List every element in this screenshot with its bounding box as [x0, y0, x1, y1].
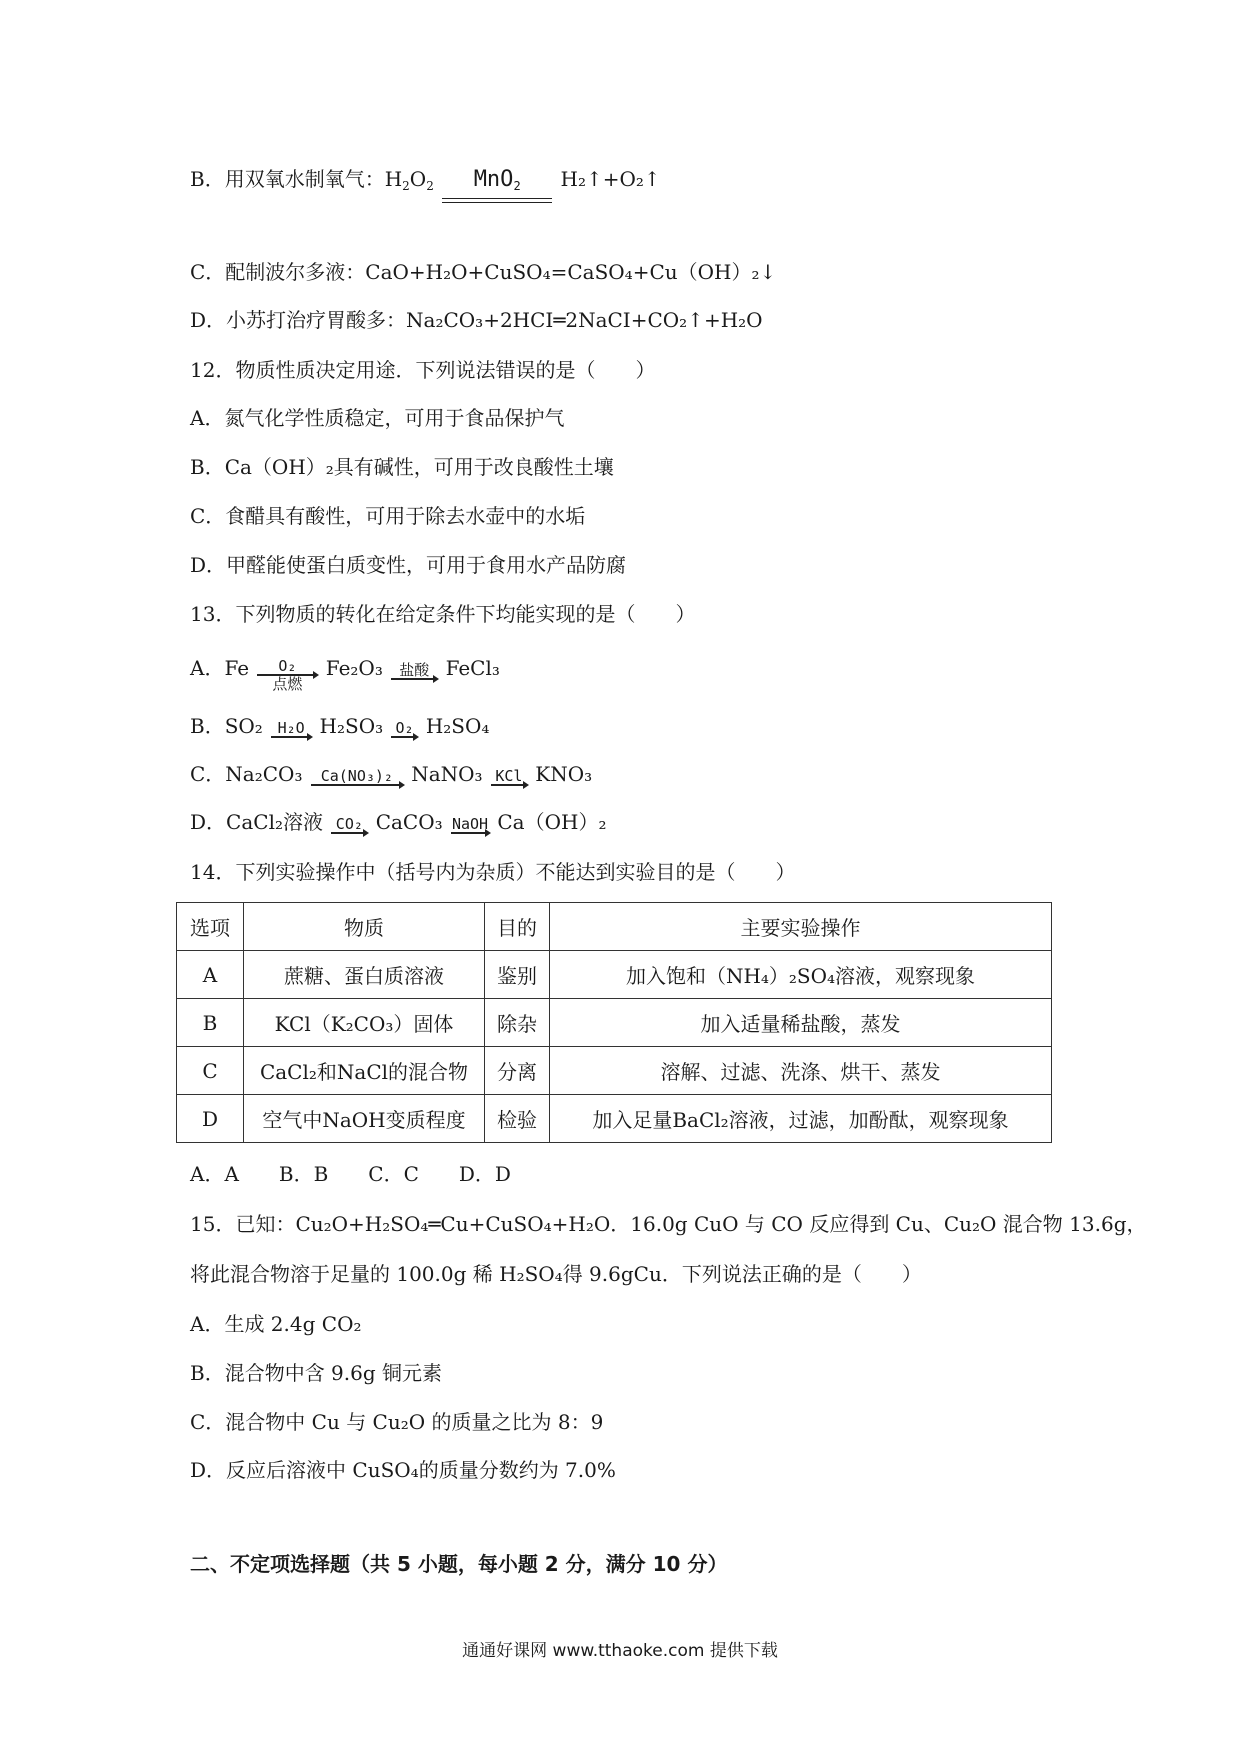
table-header-row — [177, 903, 1052, 951]
q13-option-c: C．Na₂CO₃ Ca(NO₃)₂ NaNO₃ KCl KNO₃ — [190, 762, 593, 786]
reaction-arrow: Ca(NO₃)₂ — [311, 768, 403, 786]
table-header: 主要实验操作 — [550, 903, 1052, 951]
table-header: 目的 — [485, 903, 550, 951]
reaction-arrow: O₂ — [391, 720, 417, 738]
q13-option-b: B．SO₂ H₂O H₂SO₃ O₂ H₂SO₄ — [190, 714, 490, 738]
q14-stem: 14．下列实验操作中（括号内为杂质）不能达到实验目的是（ ） — [190, 860, 796, 884]
table-row — [177, 1047, 1052, 1095]
q13-option-a: A．Fe O₂ 点燃 Fe₂O₃ 盐酸 FeCl₃ — [190, 656, 500, 693]
q12-option-d: D．甲醛能使蛋白质变性，可用于食用水产品防腐 — [190, 553, 627, 577]
q15-stem-line1: 15．已知：Cu₂O+H₂SO₄═Cu+CuSO₄+H₂O．16.0g CuO 与 CO 反应得到 Cu、Cu₂O 混合物 13.6g， — [190, 1212, 1147, 1236]
q15-stem-line2: 将此混合物溶于足量的 100.0g 稀 H₂SO₄得 9.6gCu．下列说法正确的是（ ） — [190, 1262, 922, 1286]
q15-option-a: A．生成 2.4g CO₂ — [190, 1312, 362, 1336]
table-header: 物质 — [244, 903, 485, 951]
q15-option-d: D．反应后溶液中 CuSO₄的质量分数约为 7.0% — [190, 1458, 616, 1482]
q14-options: A．A B．B C．C D．D — [190, 1162, 511, 1186]
table-cell: KCl（K₂CO₃）固体 — [244, 999, 485, 1047]
table-cell: D — [177, 1095, 244, 1143]
reaction-arrow: H₂O — [271, 720, 311, 738]
footer-source: 通通好课网 www.tthaoke.com 提供下载 — [462, 1641, 778, 1661]
reaction-arrow: CO₂ — [331, 816, 367, 834]
table-cell: 加入足量BaCl₂溶液，过滤，加酚酞，观察现象 — [550, 1095, 1052, 1143]
table-cell: B — [177, 999, 244, 1047]
reaction-arrow: NaOH — [451, 815, 489, 833]
reaction-arrow: O₂ 点燃 — [257, 658, 317, 692]
q13-option-d: D．CaCl₂溶液 CO₂ CaCO₃ NaOH Ca（OH）₂ — [190, 810, 607, 834]
q12-stem: 12．物质性质决定用途．下列说法错误的是（ ） — [190, 358, 656, 382]
q13-stem: 13．下列物质的转化在给定条件下均能实现的是（ ） — [190, 602, 696, 626]
table-cell: 检验 — [485, 1095, 550, 1143]
table-cell: 加入饱和（NH₄）₂SO₄溶液，观察现象 — [550, 951, 1052, 999]
table-cell: CaCl₂和NaCl的混合物 — [244, 1047, 485, 1095]
table-cell: 除杂 — [485, 999, 550, 1047]
table-cell: 蔗糖、蛋白质溶液 — [244, 951, 485, 999]
table-row — [177, 999, 1052, 1047]
section-heading: 二、不定项选择题（共 5 小题，每小题 2 分，满分 10 分） — [190, 1552, 728, 1576]
table-cell: A — [177, 951, 244, 999]
table-row — [177, 951, 1052, 999]
experiment-table — [176, 902, 1052, 1143]
q15-option-c: C．混合物中 Cu 与 Cu₂O 的质量之比为 8：9 — [190, 1410, 604, 1434]
table-cell: 分离 — [485, 1047, 550, 1095]
table-cell: C — [177, 1047, 244, 1095]
table-row — [177, 1095, 1052, 1143]
table-cell: 溶解、过滤、洗涤、烘干、蒸发 — [550, 1047, 1052, 1095]
q12-option-a: A．氮气化学性质稳定，可用于食品保护气 — [190, 406, 565, 430]
q11-option-b: B．用双氧水制氧气：$H_2O_2$ MnO$_2$ H₂↑+O₂↑ — [190, 165, 661, 203]
reaction-arrow: 盐酸 — [391, 662, 437, 680]
reaction-arrow: KCl — [491, 768, 527, 786]
q15-option-b: B．混合物中含 9.6g 铜元素 — [190, 1361, 443, 1385]
q12-option-b: B．Ca（OH）₂具有碱性，可用于改良酸性土壤 — [190, 455, 614, 479]
table-header: 选项 — [177, 903, 244, 951]
q11-option-c: C．配制波尔多液：CaO+H₂O+CuSO₄=CaSO₄+Cu（OH）₂↓ — [190, 260, 777, 284]
table-cell: 鉴别 — [485, 951, 550, 999]
catalyst-equation-sign: MnO$_2$ — [442, 168, 552, 203]
table-cell: 加入适量稀盐酸，蒸发 — [550, 999, 1052, 1047]
q12-option-c: C．食醋具有酸性，可用于除去水壶中的水垢 — [190, 504, 586, 528]
table-cell: 空气中NaOH变质程度 — [244, 1095, 485, 1143]
q11-option-d: D．小苏打治疗胃酸多：Na₂CO₃+2HCI═2NaCI+CO₂↑+H₂O — [190, 308, 763, 332]
